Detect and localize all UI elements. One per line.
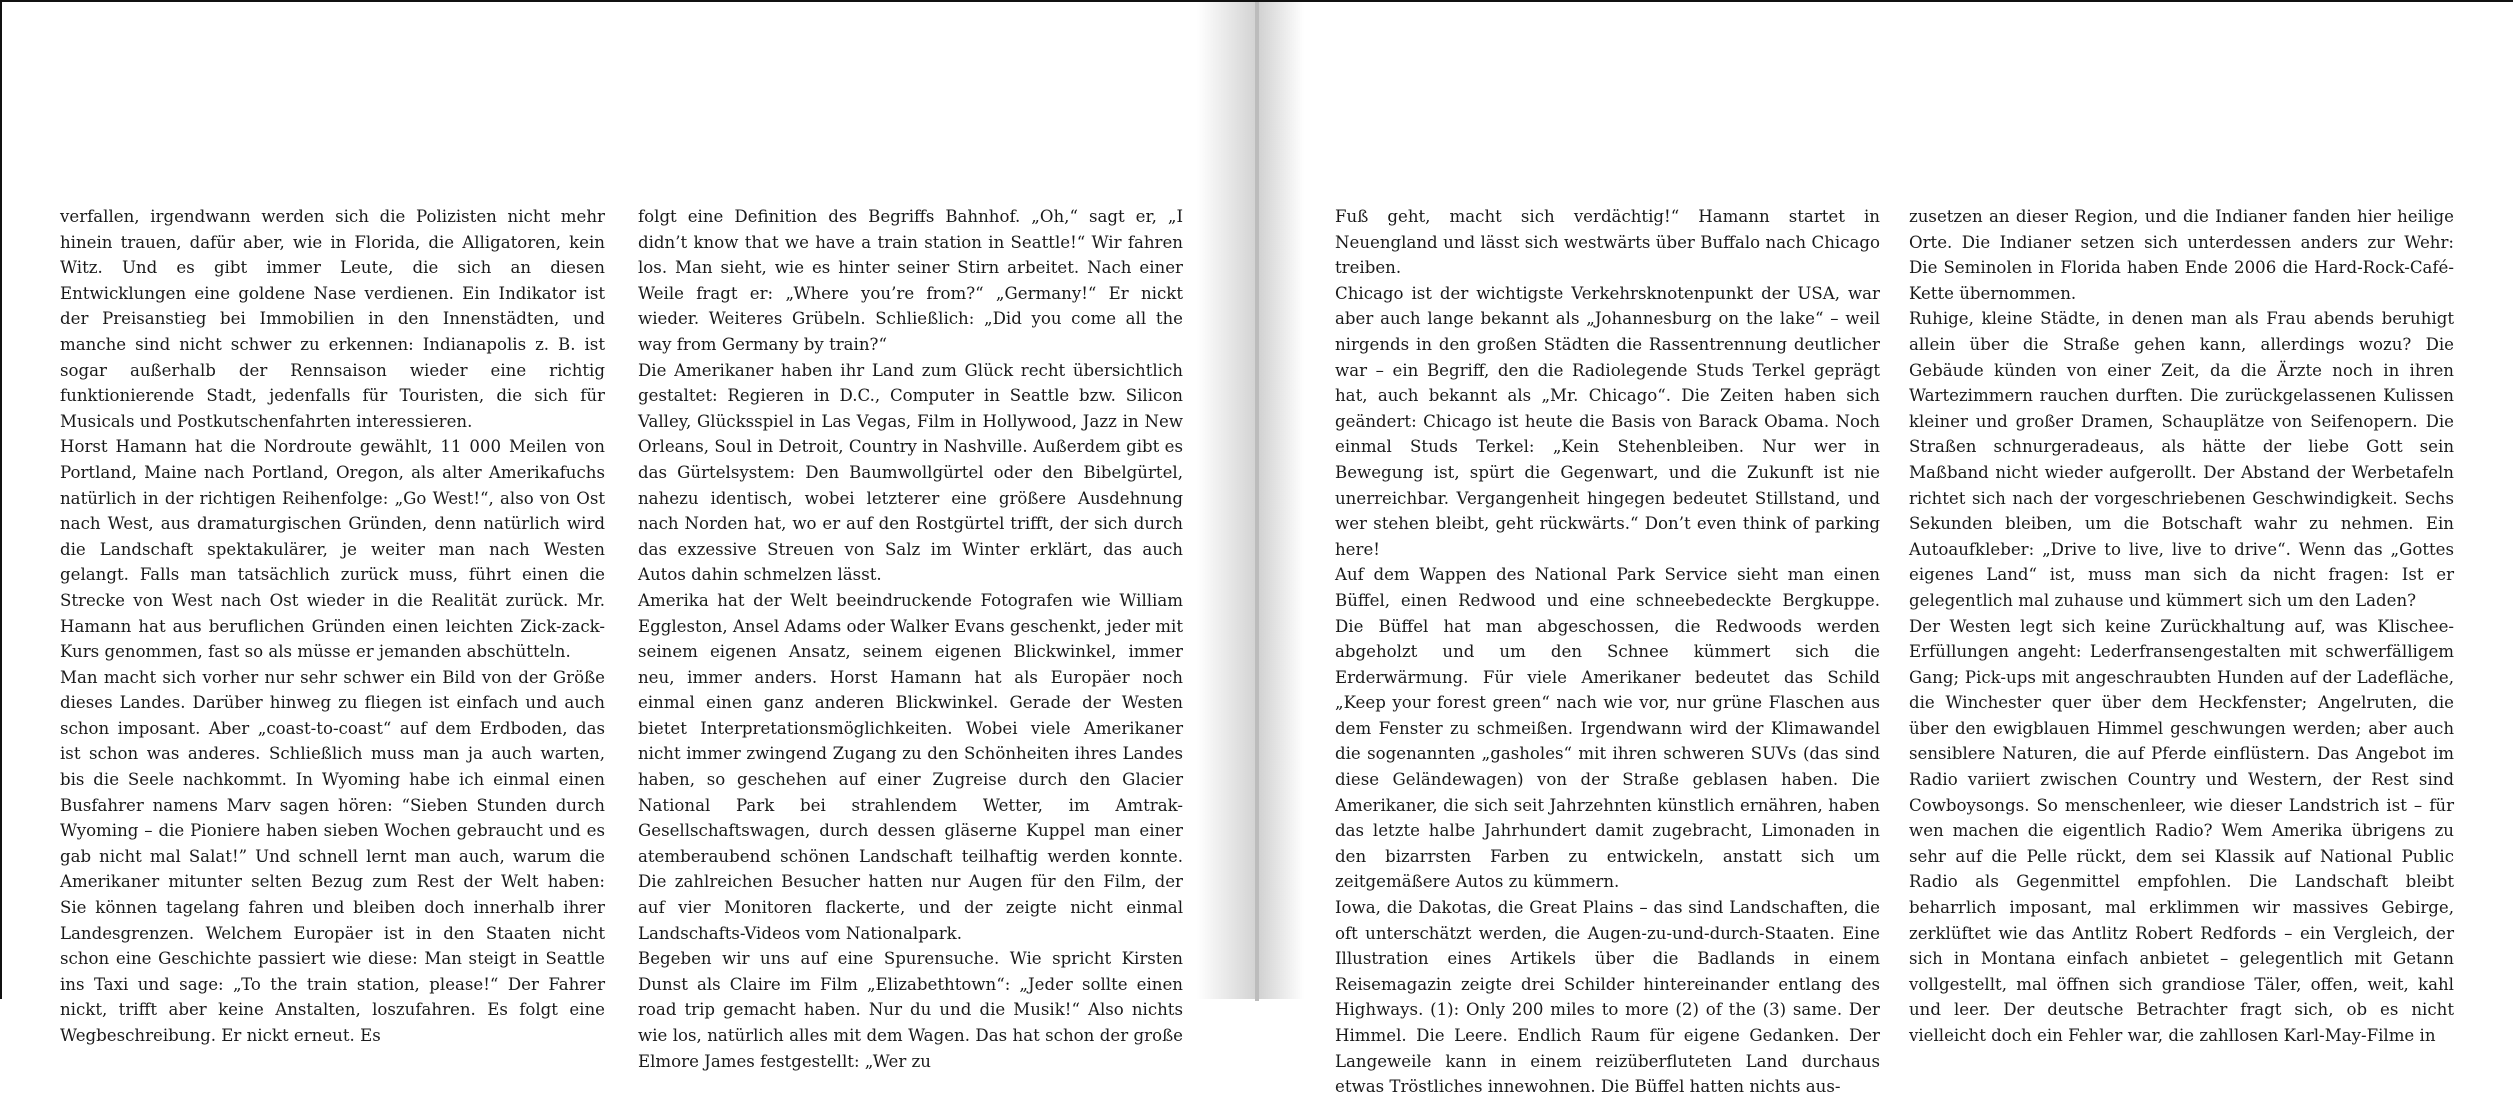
paragraph: folgt eine Definition des Begriffs Bahnhof. „Oh,“ sagt er, „I didn’t know that we have a train station in Seattle!“ Wir fahren los. Man sieht, wie es hinter seiner Stirn arbeitet. Nach einer Weile fragt er: „Where you’re from?“ „Germany!“ Er nickt wieder. Weiteres Grübeln. Schließlich: „Did you come all the way from Germany by train?“ [638, 207, 1183, 354]
paragraph: Der Westen legt sich keine Zurückhaltung auf, was Klischee-Erfüllungen angeht: Lederfransengestalten mit schwerfälligem Gang; Pick-ups mit angeschraubten Hunden auf der Ladefläche, die Winchester quer über dem Heckfenster; Angelruten, die über den ewigblauen Himmel geschwungen werden; aber auch sensiblere Naturen, die auf Pferde einflüstern. Das Angebot im Radio variiert zwischen Country und Western, der Rest sind Cowboysongs. So menschenleer, wie dieser Landstrich ist – für wen machen die eigentlich Radio? Wem Amerika übrigens zu sehr auf die Pelle rückt, dem sei Klassik auf National Public Radio als Gegenmittel empfohlen. Die Landschaft bleibt beharrlich imposant, mal erklimmen wir massives Gebirge, zerklüftet wie das Antlitz Robert Redfords – ein Vergleich, der sich in Montana einfach anbietet – gelegentlich mit Getann vollgestellt, mal öffnen sich grandiose Täler, offen, weit, kahl und leer. Der deutsche Betrachter fragt sich, ob es nicht vielleicht doch ein Fehler war, die zahllosen Karl-May-Filme in [1909, 616, 2454, 1045]
right-page-column-1 [1335, 204, 1880, 1100]
paragraph: Ruhige, kleine Städte, in denen man als Frau abends beruhigt allein über die Straße gehen kann, allerdings wozu? Die Gebäude künden von einer Zeit, da die Ärzte noch in ihren Wartezimmern rauchen durften. Die zurückgelassenen Kulissen kleiner und großer Dramen, Schauplätze von Seifenopern. Die Straßen schnurgeradeaus, als hätte der liebe Gott sein Maßband nicht wieder aufgerollt. Der Abstand der Werbetafeln richtet sich nach der vorgeschriebenen Geschwindigkeit. Sechs Sekunden bleiben, um die Botschaft wahr zu nehmen. Ein Autoaufkleber: „Drive to live, live to drive“. Wenn das „Gottes eigenes Land“ ist, muss man sich da nicht fragen: Ist er gelegentlich mal zuhause und kümmert sich um den Laden? [1909, 309, 2454, 610]
paragraph: Amerika hat der Welt beeindruckende Fotografen wie William Eggleston, Ansel Adams oder Walker Evans geschenkt, jeder mit seinem eigenen Ansatz, seinem eigenen Blickwinkel, immer neu, immer anders. Horst Hamann hat als Europäer noch einmal einen ganz anderen Blickwinkel. Gerade der Westen bietet Interpretationsmöglichkeiten. Wobei viele Amerikaner nicht immer zwingend Zugang zu den Schönheiten ihres Landes haben, so geschehen auf einer Zugreise durch den Glacier National Park bei strahlendem Wetter, im Amtrak-Gesellschaftswagen, durch dessen gläserne Kuppel man einer atemberaubend schönen Landschaft teilhaftig werden konnte. Die zahlreichen Besucher hatten nur Augen für den Film, der auf vier Monitoren flackerte, und der zeigte nicht einmal Landschafts-Videos vom Nationalpark. [638, 590, 1183, 943]
paragraph: Iowa, die Dakotas, die Great Plains – das sind Landschaften, die oft unterschätzt werden, die Augen-zu-und-durch-Staaten. Eine Illustration eines Artikels über die Badlands in einem Reisemagazin zeigte drei Schilder hintereinander entlang des Highways. (1): Only 200 miles to more (2) of the (3) same. Der Himmel. Die Leere. Endlich Raum für eigene Gedanken. Der Langeweile kann in einem reizüberfluteten Land durchaus etwas Tröstliches innewohnen. Die Büffel hatten nichts aus- [1335, 898, 1880, 1097]
paragraph: Die Amerikaner haben ihr Land zum Glück recht übersichtlich gestaltet: Regieren in D.C., Computer in Seattle bzw. Silicon Valley, Glücksspiel in Las Vegas, Film in Hollywood, Jazz in New Orleans, Soul in Detroit, Country in Nashville. Außerdem gibt es das Gürtelsystem: Den Baumwollgürtel oder den Bibelgürtel, nahezu identisch, wobei letzterer eine größere Ausdehnung nach Norden hat, wo er auf den Rostgürtel trifft, der sich durch das exzessive Streuen von Salz im Winter erklärt, das auch Autos dahin schmelzen lässt. [638, 360, 1183, 585]
left-page [2, 2, 1257, 1071]
left-page-column-2 [638, 204, 1183, 1074]
left-page-column-1 [60, 204, 605, 1049]
paragraph: Man macht sich vorher nur sehr schwer ein Bild von der Größe dieses Landes. Darüber hinweg zu fliegen ist einfach und auch schon imposant. Aber „coast-to-coast“ auf dem Erdboden, das ist schon was anderes. Schließlich muss man ja auch warten, bis die Seele nachkommt. In Wyoming habe ich einmal einen Busfahrer namens Marv sagen hören: “Sieben Stunden durch Wyoming – die Pioniere haben sieben Wochen gebraucht und es gab nicht mal Salat!” Und schnell lernt man auch, warum die Amerikaner mitunter selten Bezug zum Rest der Welt haben: Sie können tagelang fahren und bleiben doch innerhalb ihrer Landesgrenzen. Welchem Europäer ist in den Staaten nicht schon eine Geschichte passiert wie diese: Man steigt in Seattle ins Taxi und sage: „To the train station, please!“ Der Fahrer nickt, trifft aber keine Anstalten, loszufahren. Es folgt eine Wegbeschreibung. Er nickt erneut. Es [60, 667, 605, 1045]
paragraph: Begeben wir uns auf eine Spurensuche. Wie spricht Kirsten Dunst als Claire im Film „Elizabethtown“: „Jeder sollte einen road trip gemacht haben. Nur du und die Musik!“ Also nichts wie los, natürlich alles mit dem Wagen. Das hat schon der große Elmore James festgestellt: „Wer zu [638, 949, 1183, 1071]
paragraph: Chicago ist der wichtigste Verkehrsknotenpunkt der USA, war aber auch lange bekannt als „Johannesburg on the lake“ – weil nirgends in den großen Städten die Rassentrennung deutlicher war – ein Begriff, den die Radiolegende Studs Terkel geprägt hat, auch bekannt als „Mr. Chicago“. Die Zeiten haben sich geändert: Chicago ist heute die Basis von Barack Obama. Noch einmal Studs Terkel: „Kein Stehenbleiben. Nur wer in Bewegung ist, spürt die Gegenwart, und die Zukunft ist nie unerreichbar. Vergangenheit hingegen bedeutet Stillstand, und wer stehen bleibt, geht rückwärts.“ Don’t even think of parking here! [1335, 283, 1880, 559]
left-gutter-shadow [1197, 2, 1257, 999]
paragraph: Horst Hamann hat die Nordroute gewählt, 11 000 Meilen von Portland, Maine nach Portland, Oregon, als alter Amerikafuchs natürlich in der richtigen Reihenfolge: „Go West!“, also von Ost nach West, aus dramaturgischen Gründen, denn natürlich wird die Landschaft spektakulärer, je weiter man nach Westen gelangt. Falls man tatsächlich zurück muss, führt einen die Strecke von West nach Ost wieder in die Realität zurück. Mr. Hamann hat aus beruflichen Gründen einen leichten Zick-zack-Kurs genommen, fast so als müsse er jemanden abschütteln. [60, 437, 605, 662]
right-page [1259, 2, 2513, 1097]
paragraph: verfallen, irgendwann werden sich die Polizisten nicht mehr hinein trauen, dafür aber, wie in Florida, die Alligatoren, kein Witz. Und es gibt immer Leute, die sich an diesen Entwicklungen eine goldene Nase verdienen. Ein Indikator ist der Preisanstieg bei Immobilien in den Innenstädten, und manche sind nicht schwer zu erkennen: Indianapolis z. B. ist sogar außerhalb der Rennsaison wieder eine richtig funktionierende Stadt, jedenfalls für Touristen, die sich für Musicals und Postkutschenfahrten interessieren. [60, 207, 605, 431]
paragraph: Auf dem Wappen des National Park Service sieht man einen Büffel, einen Redwood und eine schneebedeckte Bergkuppe. Die Büffel hat man abgeschossen, die Redwoods werden abgeholzt und um den Schnee kümmert sich die Erderwärmung. Für viele Amerikaner bedeutet das Schild „Keep your forest green“ nach wie vor, nur grüne Flaschen aus dem Fenster zu schmeißen. Irgendwann wird der Klimawandel die sogenannten „gasholes“ mit ihren schweren SUVs (das sind diese Geländewagen) von der Straße geblasen haben. Die Amerikaner, die sich seit Jahrzehnten künstlich ernähren, haben das letzte halbe Jahrhundert damit zugebracht, Limonaden in den bizarrsten Farben zu entwickeln, anstatt sich um zeitgemäßere Autos zu kümmern. [1335, 565, 1880, 892]
paragraph: Fuß geht, macht sich verdächtig!“ Hamann startet in Neuengland und lässt sich westwärts über Buffalo nach Chicago treiben. [1335, 207, 1880, 278]
right-page-column-2 [1909, 204, 2454, 1049]
right-gutter-shadow [1259, 2, 1304, 999]
paragraph: zusetzen an dieser Region, und die Indianer fanden hier heilige Orte. Die Indianer setzen sich unterdessen anders zur Wehr: Die Seminolen in Florida haben Ende 2006 die Hard-Rock-Café-Kette übernommen. [1909, 207, 2454, 303]
